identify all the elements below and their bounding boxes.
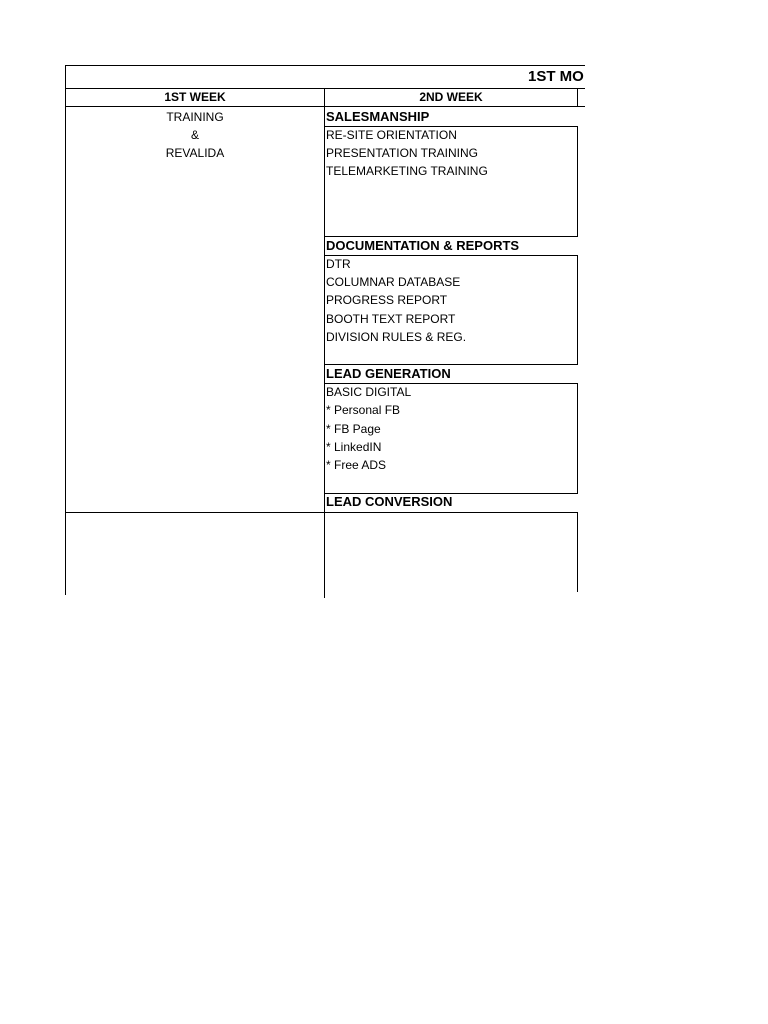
header-week1: 1ST WEEK — [164, 90, 226, 104]
list-item: * Free ADS — [326, 458, 387, 472]
list-item: BOOTH TEXT REPORT — [326, 312, 456, 326]
list-item: COLUMNAR DATABASE — [326, 275, 461, 289]
box4-top — [324, 512, 578, 513]
list-item: BASIC DIGITAL — [326, 385, 412, 399]
column-divider — [324, 88, 325, 598]
week1-line-revalida: REVALIDA — [165, 146, 225, 160]
list-item: TELEMARKETING TRAINING — [326, 164, 488, 178]
list-item: DIVISION RULES & REG. — [326, 330, 467, 344]
box3-right — [577, 383, 578, 493]
month-title: 1ST MO — [528, 68, 584, 85]
section-heading-lead-conversion: LEAD CONVERSION — [326, 494, 453, 509]
section-heading-documentation: DOCUMENTATION & REPORTS — [326, 238, 520, 253]
header-divider-bottom — [65, 106, 585, 107]
list-item: PROGRESS REPORT — [326, 293, 448, 307]
section-heading-lead-generation: LEAD GENERATION — [326, 366, 451, 381]
list-item: * FB Page — [326, 422, 381, 436]
week1-lower-divider — [65, 512, 325, 513]
list-item: PRESENTATION TRAINING — [326, 146, 479, 160]
schedule-table — [0, 0, 584, 586]
week1-line-training: TRAINING — [166, 110, 224, 124]
box2-top — [324, 255, 578, 256]
list-item: RE-SITE ORIENTATION — [326, 128, 457, 142]
header-right-divider — [577, 88, 578, 107]
list-item: DTR — [326, 257, 351, 271]
table-border-top — [65, 65, 585, 66]
list-item: * Personal FB — [326, 403, 401, 417]
week1-line-ampersand: & — [190, 128, 199, 142]
box4-right — [577, 512, 578, 592]
section-heading-salesmanship: SALESMANSHIP — [326, 109, 430, 124]
box2-right — [577, 255, 578, 364]
list-item: * LinkedIN — [326, 440, 382, 454]
header-week2: 2ND WEEK — [419, 90, 483, 104]
box1-right — [577, 126, 578, 236]
